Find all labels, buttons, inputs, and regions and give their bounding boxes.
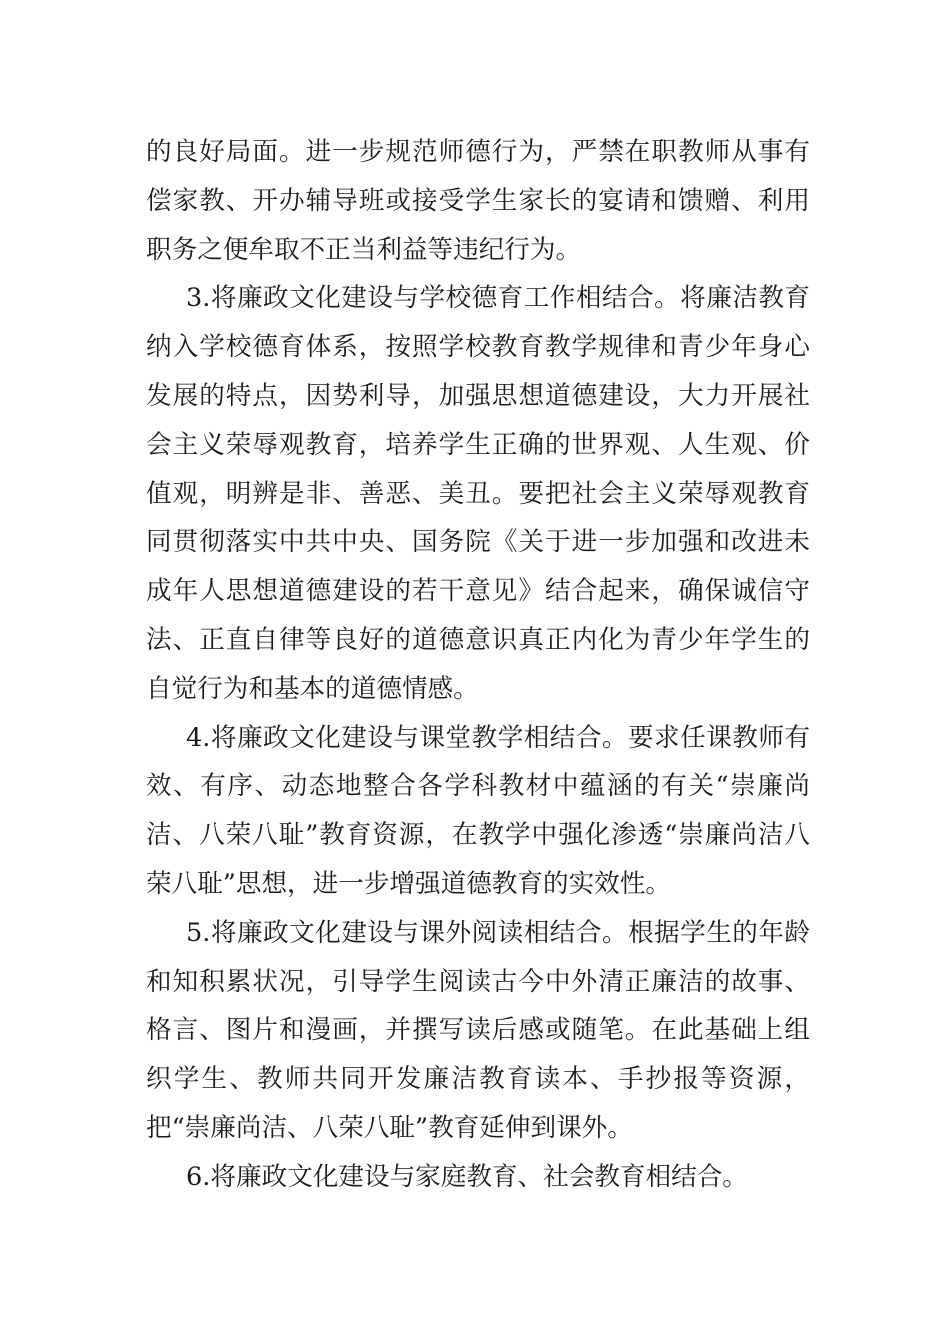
paragraph-item-4: 4.将廉政文化建设与课堂教学相结合。要求任课教师有效、有序、动态地整合各学科教材中蕴涵的有关“崇廉尚洁、八荣八耻”教育资源，在教学中强化渗透“崇廉尚洁八荣八耻”思想，进一步增强道德教育的实效性。: [146, 722, 810, 899]
paragraph-item-6: 6.将廉政文化建设与家庭教育、社会教育相结合。: [186, 1161, 748, 1192]
paragraph-continuation: 的良好局面。进一步规范师德行为，严禁在职教师从事有偿家教、开办辅导班或接受学生家长的宴请和馈赠、利用职务之便牟取不正当利益等违纪行为。: [146, 137, 810, 265]
paragraph-item-5: 5.将廉政文化建设与课外阅读相结合。根据学生的年龄和知积累状况，引导学生阅读古今中外清正廉洁的故事、格言、图片和漫画，并撰写读后感或随笔。在此基础上组织学生、教师共同开发廉洁教育读本、手抄报等资源，把“崇廉尚洁、八荣八耻”教育延伸到课外。: [146, 917, 810, 1143]
paragraph-item-3: 3.将廉政文化建设与学校德育工作相结合。将廉洁教育纳入学校德育体系，按照学校教育教学规律和青少年身心发展的特点，因势利导，加强思想道德建设，大力开展社会主义荣辱观教育，培养学生正确的世界观、人生观、价值观，明辨是非、善恶、美丑。要把社会主义荣辱观教育同贯彻落实中共中央、国务院《关于进一步加强和改进未成年人思想道德建设的若干意见》结合起来，确保诚信守法、正直自律等良好的道德意识真正内化为青少年学生的自觉行为和基本的道德情感。: [146, 283, 810, 704]
document-body: [146, 128, 810, 1202]
